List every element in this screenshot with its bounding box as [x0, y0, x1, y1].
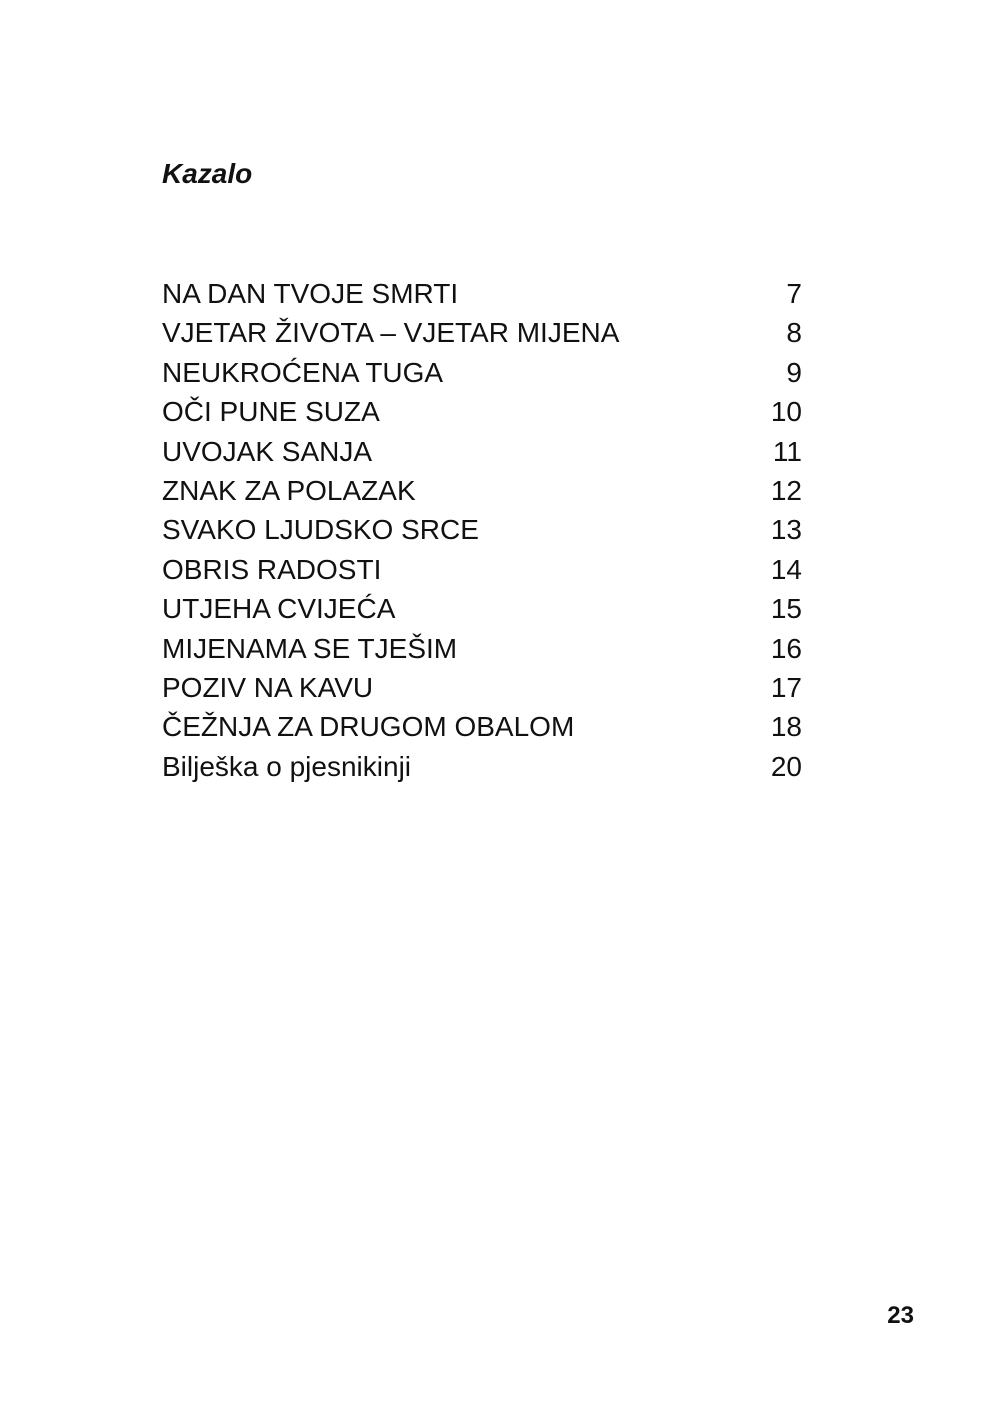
- toc-entry: [162, 313, 802, 352]
- toc-entry-page: 13: [770, 514, 802, 546]
- toc-entry-page: 8: [786, 317, 802, 349]
- toc-entry: [162, 550, 802, 589]
- toc-entry: [162, 471, 802, 510]
- toc-entry: [162, 392, 802, 431]
- toc-entry-page: 12: [770, 474, 802, 506]
- table-of-contents: [162, 274, 802, 786]
- page-number: 23: [887, 1302, 914, 1329]
- toc-entry-page: 16: [770, 632, 802, 664]
- toc-entry-title: SVAKO LJUDSKO SRCE: [162, 514, 479, 546]
- page-title: Kazalo: [162, 158, 253, 189]
- toc-entry: [162, 747, 802, 786]
- toc-entry-page: 18: [770, 711, 802, 743]
- toc-entry: [162, 510, 802, 549]
- toc-entry: [162, 707, 802, 746]
- toc-entry-title: NA DAN TVOJE SMRTI: [162, 278, 459, 309]
- toc-entry-title: Bilješka o pjesnikinji: [162, 750, 412, 782]
- toc-entry-title: ZNAK ZA POLAZAK: [162, 474, 416, 506]
- toc-entry-title: OČI PUNE SUZA: [162, 396, 380, 428]
- toc-entry-page: 11: [772, 435, 802, 467]
- toc-entry: [162, 668, 802, 707]
- toc-entry-page: 17: [770, 671, 802, 703]
- toc-entry-title: MIJENAMA SE TJEŠIM: [162, 632, 458, 664]
- toc-entry-page: 20: [770, 750, 802, 782]
- toc-entry-page: 7: [786, 278, 802, 309]
- toc-entry: [162, 274, 802, 313]
- toc-entry-title: UTJEHA CVIJEĆA: [162, 593, 396, 625]
- toc-entry-page: 15: [770, 593, 802, 625]
- toc-entry: [162, 589, 802, 628]
- toc-entry-title: OBRIS RADOSTI: [162, 553, 382, 585]
- toc-entry-title: ČEŽNJA ZA DRUGOM OBALOM: [162, 711, 575, 743]
- toc-entry-title: NEUKROĆENA TUGA: [162, 356, 444, 388]
- toc-entry: [162, 353, 802, 392]
- toc-entry-page: 10: [770, 396, 802, 428]
- toc-entry-title: UVOJAK SANJA: [162, 435, 373, 467]
- toc-entry-page: 9: [786, 356, 802, 388]
- toc-entry: [162, 629, 802, 668]
- toc-entry: [162, 432, 802, 471]
- toc-entry-title: VJETAR ŽIVOTA – VJETAR MIJENA: [162, 317, 620, 349]
- toc-entry-title: POZIV NA KAVU: [162, 671, 374, 703]
- toc-entry-page: 14: [770, 553, 802, 585]
